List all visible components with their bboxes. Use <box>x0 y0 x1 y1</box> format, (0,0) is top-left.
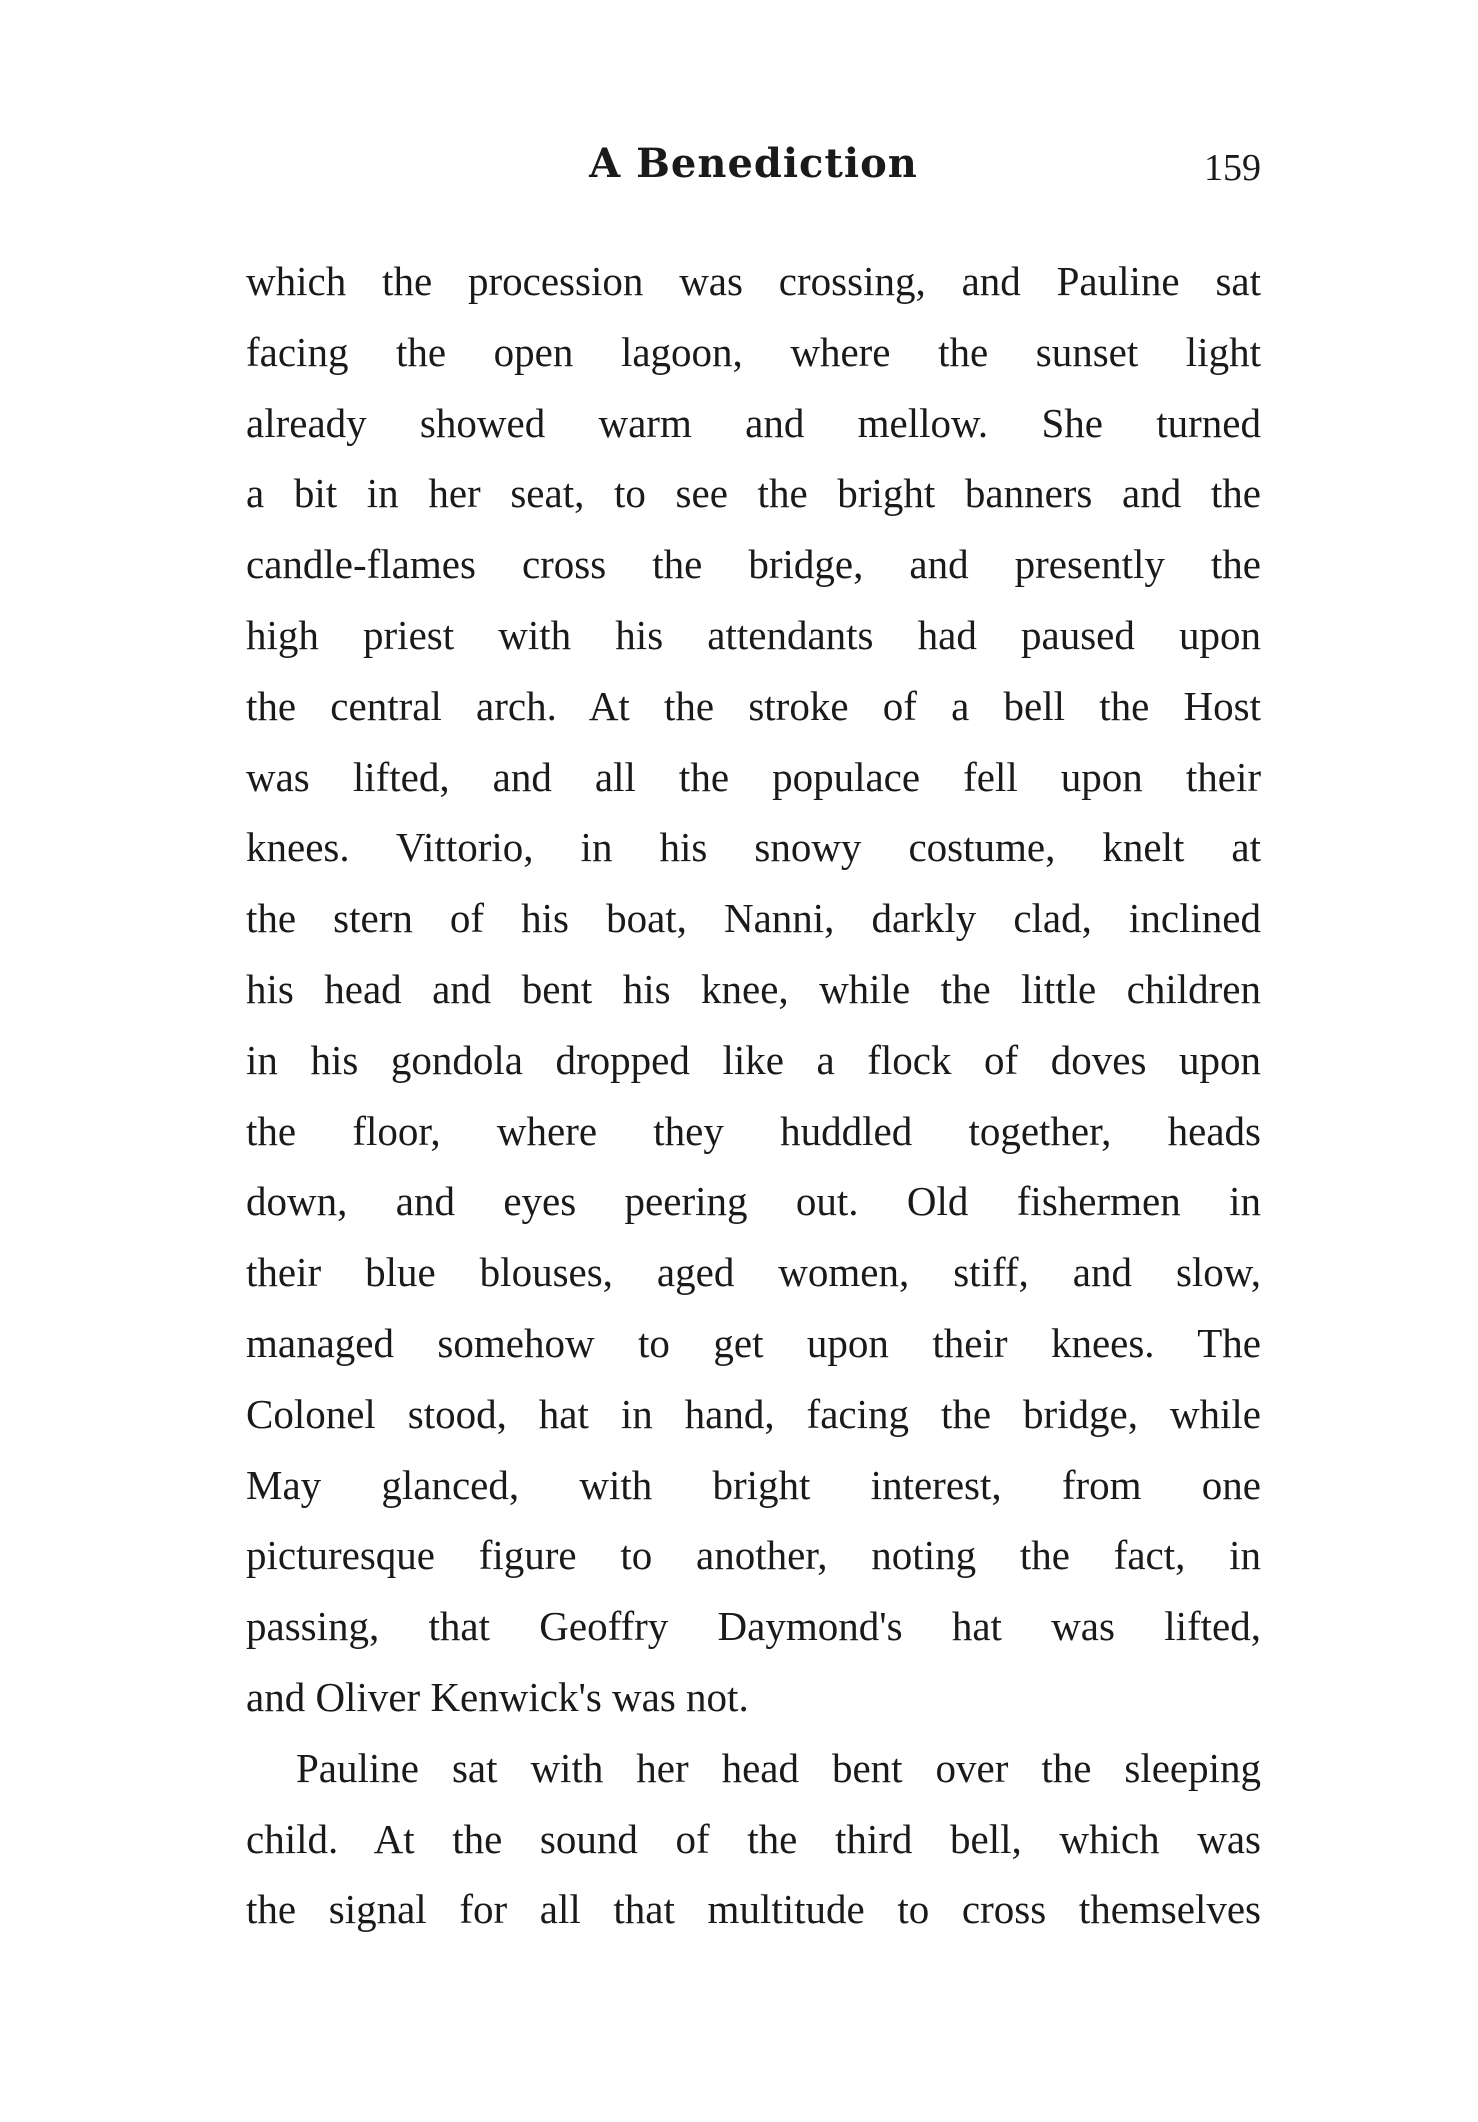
text-line: and Oliver Kenwick's was not. <box>246 1673 749 1720</box>
text-line: the signal for all that multitude to cross themselves <box>246 1886 1261 1933</box>
text-line: their blue blouses, aged women, stiff, and slow, <box>246 1249 1261 1296</box>
running-header <box>246 140 1261 200</box>
text-line: the floor, where they huddled together, heads <box>246 1107 1261 1154</box>
text-line: managed somehow to get upon their knees. The <box>246 1319 1261 1366</box>
text-line: a bit in her seat, to see the bright banners and the <box>246 470 1261 517</box>
text-line: knees. Vittorio, in his snowy costume, knelt at <box>246 824 1261 871</box>
text-line: candle-flames cross the bridge, and presently the <box>246 541 1261 588</box>
page-number: 159 <box>1204 147 1261 189</box>
text-line: already showed warm and mellow. She turned <box>246 399 1261 446</box>
text-line: in his gondola dropped like a flock of doves upon <box>246 1036 1261 1083</box>
text-line: picturesque figure to another, noting the fact, in <box>246 1532 1261 1579</box>
text-line: which the procession was crossing, and Pauline sat <box>246 258 1261 304</box>
text-line: high priest with his attendants had paused upon <box>246 611 1261 658</box>
text-line: down, and eyes peering out. Old fishermen in <box>246 1178 1261 1225</box>
paragraph <box>246 246 1261 1733</box>
text-line: passing, that Geoffry Daymond's hat was lifted, <box>246 1603 1261 1650</box>
text-line: the central arch. At the stroke of a bell the Host <box>246 682 1261 729</box>
text-line: his head and bent his knee, while the little children <box>246 965 1261 1012</box>
text-line: was lifted, and all the populace fell upon their <box>246 753 1261 800</box>
text-line: the stern of his boat, Nanni, darkly clad, inclined <box>246 895 1261 942</box>
body-text <box>246 246 1261 1945</box>
text-line: facing the open lagoon, where the sunset light <box>246 328 1261 375</box>
text-line: Colonel stood, hat in hand, facing the bridge, while <box>246 1390 1261 1437</box>
running-title: A Benediction <box>589 140 918 187</box>
text-line: May glanced, with bright interest, from one <box>246 1461 1261 1508</box>
text-line: child. At the sound of the third bell, which was <box>246 1815 1261 1862</box>
paragraph <box>246 1733 1261 1945</box>
text-line: Pauline sat with her head bent over the sleeping <box>296 1744 1261 1791</box>
